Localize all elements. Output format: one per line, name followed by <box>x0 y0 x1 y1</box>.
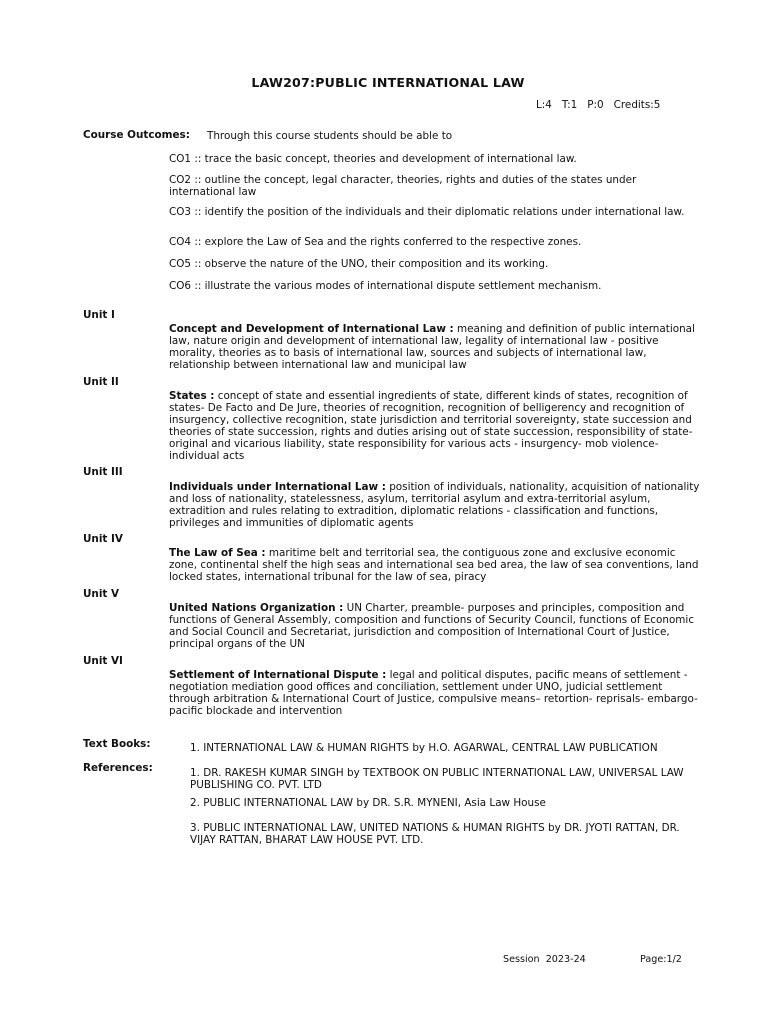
course-outcomes-label: Course Outcomes: <box>83 129 190 141</box>
reference-2: 2. PUBLIC INTERNATIONAL LAW by DR. S.R. MYNENI, Asia Law House <box>190 797 546 809</box>
unit-5-content <box>169 602 705 650</box>
reference-1: 1. DR. RAKESH KUMAR SINGH by TEXTBOOK ON PUBLIC INTERNATIONAL LAW, UNIVERSAL LAW PUBLISHING CO. PVT. LTD <box>190 767 684 791</box>
unit-3-text: position of individuals, nationality, acquisition of nationality and loss of nationality, statelessness, asylum, territorial asylum and extra-territorial asylum, extradition and rules relating to extradition, diplomatic relations - classification and functions, privileges and immunities of diplomatic agents <box>169 481 700 529</box>
course-outcome-4: CO4 :: explore the Law of Sea and the rights conferred to the respective zones. <box>169 236 582 248</box>
course-outcome-2: CO2 :: outline the concept, legal character, theories, rights and duties of the states under international law <box>169 174 637 198</box>
unit-2-content <box>169 390 705 462</box>
unit-1-label: Unit I <box>83 309 115 321</box>
course-outcome-6: CO6 :: illustrate the various modes of international dispute settlement mechanism. <box>169 280 602 292</box>
unit-4-content <box>169 547 705 583</box>
unit-3-label: Unit III <box>83 466 123 478</box>
references-label: References: <box>83 762 153 774</box>
unit-5-label: Unit V <box>83 588 120 600</box>
unit-5-heading: United Nations Organization : <box>169 602 344 614</box>
unit-6-content <box>169 669 705 717</box>
lecture-hours: L:4 <box>536 99 552 111</box>
course-title: LAW207:PUBLIC INTERNATIONAL LAW <box>251 75 525 90</box>
unit-2-label: Unit II <box>83 376 119 388</box>
unit-4-label: Unit IV <box>83 533 123 545</box>
page-number: Page:1/2 <box>640 954 682 965</box>
credits: Credits:5 <box>613 99 661 111</box>
reference-3: 3. PUBLIC INTERNATIONAL LAW, UNITED NATIONS & HUMAN RIGHTS by DR. JYOTI RATTAN, DR. VIJAY RATTAN, BHARAT LAW HOUSE PVT. LTD. <box>190 822 680 846</box>
text-book-1: 1. INTERNATIONAL LAW & HUMAN RIGHTS by H.O. AGARWAL, CENTRAL LAW PUBLICATION <box>190 742 658 754</box>
course-outcomes-intro: Through this course students should be able to <box>207 130 453 142</box>
unit-3-content <box>169 481 705 529</box>
course-credits <box>536 99 660 111</box>
unit-1-heading: Concept and Development of International Law : <box>169 323 454 335</box>
unit-6-heading: Settlement of International Dispute : <box>169 669 387 681</box>
course-outcome-3: CO3 :: identify the position of the individuals and their diplomatic relations under international law. <box>169 206 685 218</box>
session-label: Session 2023-24 <box>503 954 586 965</box>
unit-2-heading: States : <box>169 390 215 402</box>
unit-1-content <box>169 323 705 371</box>
text-books-label: Text Books: <box>83 738 151 750</box>
unit-6-text: legal and political disputes, pacific means of settlement - negotiation mediation good offices and conciliation, settlement under UNO, judicial settlement through arbitration & International Court of Justice, compulsive means– retortion- reprisals- embargo- pacific blockade and intervention <box>169 669 698 717</box>
unit-5-text: UN Charter, preamble- purposes and principles, composition and functions of General Assembly, composition and functions of Security Council, functions of Economic and Social Council and Secretariat, jurisdiction and composition of International Court of Justice, principal organs of the UN <box>169 602 695 650</box>
course-outcome-5: CO5 :: observe the nature of the UNO, their composition and its working. <box>169 258 549 270</box>
tutorial-hours: T:1 <box>561 99 578 111</box>
practical-hours: P:0 <box>587 99 604 111</box>
unit-1-text: meaning and definition of public international law, nature origin and development of international law, legality of international law - positive morality, theories as to basis of international law, sources and subjects of international law, relationship between international law and municipal law <box>169 323 695 371</box>
unit-2-text: concept of state and essential ingredients of state, different kinds of states, recognition of states- De Facto and De Jure, theories of recognition, recognition of belligerency and recognition of insurgency, collective recognition, state jurisdiction and territorial sovereignty, state succession and theories of state succession, rights and duties arising out of state succession, responsibility of state- original and vicarious liability, state responsibility for various acts - insurgency- mob violence- individual acts <box>169 390 693 462</box>
unit-3-heading: Individuals under International Law : <box>169 481 386 493</box>
unit-6-label: Unit VI <box>83 655 123 667</box>
course-outcome-1: CO1 :: trace the basic concept, theories and development of international law. <box>169 153 577 165</box>
unit-4-heading: The Law of Sea : <box>169 547 266 559</box>
unit-4-text: maritime belt and territorial sea, the contiguous zone and exclusive economic zone, continental shelf the high seas and international sea bed area, the law of sea conventions, land locked states, international tribunal for the law of sea, piracy <box>169 547 699 583</box>
